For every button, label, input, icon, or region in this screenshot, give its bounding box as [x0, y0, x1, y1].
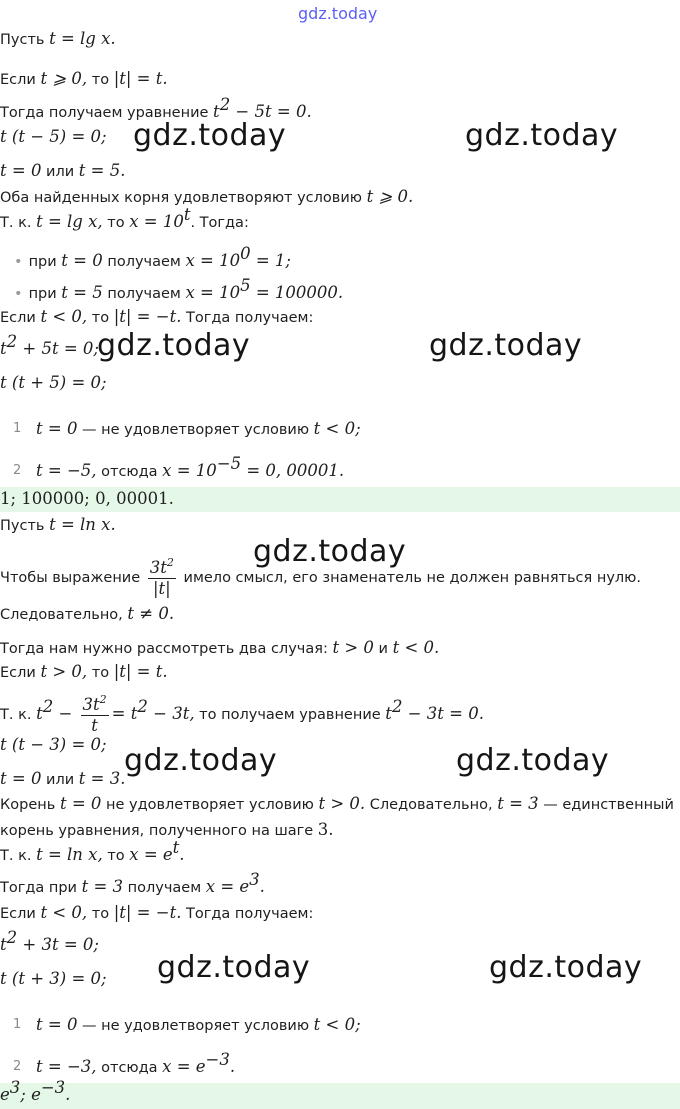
bullet-dot-icon: • — [14, 286, 23, 302]
p2-step-number-2: 2 — [13, 1059, 22, 1074]
math: t = 0 — [36, 1015, 78, 1034]
watermark: gdz.today — [429, 328, 583, 363]
text: Т. к. — [0, 707, 37, 723]
text: Тогда получаем: — [181, 906, 314, 922]
text: Тогда при — [0, 880, 82, 896]
text: Если — [0, 72, 41, 88]
math: t ⩾ 0. — [366, 187, 414, 206]
text: . Тогда: — [190, 215, 249, 231]
math: x = 10 — [162, 461, 217, 480]
math: t — [0, 935, 7, 954]
text: получаем — [102, 254, 186, 270]
watermark: gdz.today — [253, 534, 407, 569]
math: |t| = −t. — [113, 307, 182, 326]
math: t = 3 — [497, 794, 539, 813]
math: |t| = t. — [113, 69, 168, 88]
math: − — [53, 704, 78, 723]
frac-num: 3t — [82, 694, 100, 714]
math: + 5t = 0; — [17, 339, 99, 358]
text: Чтобы выражение — [0, 570, 145, 586]
p1-line-if-positive — [0, 68, 168, 91]
watermark: gdz.today — [489, 950, 643, 985]
math: = 1; — [250, 251, 291, 270]
p1-line-let — [0, 28, 116, 51]
math: t — [385, 704, 392, 723]
p2-answer-bar — [0, 1083, 680, 1109]
fraction — [81, 692, 109, 736]
text: Если — [0, 906, 41, 922]
math: t = lg x. — [49, 29, 116, 48]
watermark: gdz.today — [97, 328, 251, 363]
text: Следовательно, — [0, 607, 128, 623]
sup: 5 — [240, 276, 251, 295]
math: − 3t = 0. — [402, 704, 484, 723]
fraction — [148, 555, 176, 599]
text: Тогда получаем уравнение — [0, 105, 214, 121]
math: t < 0; — [313, 419, 361, 438]
text: Пусть — [0, 32, 50, 48]
watermark: gdz.today — [124, 743, 278, 778]
math: t ≠ 0. — [127, 604, 175, 623]
math: t = ln x. — [49, 515, 116, 534]
math: t (t − 3) = 0; — [0, 735, 107, 754]
frac-num: 3t — [149, 557, 167, 577]
math: x = e — [129, 845, 173, 864]
math: t = 0 — [0, 769, 42, 788]
math: . — [229, 1057, 236, 1076]
text: Корень — [0, 797, 60, 813]
sup: t — [172, 838, 180, 857]
text: Следовательно, — [365, 797, 498, 813]
p1-line-if-negative — [0, 306, 313, 329]
sup: 2 — [391, 697, 403, 716]
math: t (t + 5) = 0; — [0, 373, 107, 392]
p1-line-roots — [0, 160, 126, 183]
math: = t — [111, 704, 138, 723]
math: t = 0 — [36, 419, 78, 438]
text: Если — [0, 665, 41, 681]
text: получаем — [123, 880, 206, 896]
text: или — [41, 164, 79, 180]
p1-step-number-1: 1 — [13, 421, 22, 436]
math: e — [0, 1085, 10, 1104]
p1-line-factor — [0, 126, 107, 149]
math: t = 0 — [59, 794, 102, 813]
sup: t — [183, 205, 191, 224]
sup: −3 — [205, 1050, 230, 1069]
text: то получаем уравнение — [194, 707, 386, 723]
p2-answer — [0, 1078, 71, 1107]
watermark: gdz.today — [157, 950, 311, 985]
math: x = 10 — [129, 212, 184, 231]
sup: 2 — [99, 692, 107, 706]
math: |t| = t. — [113, 662, 168, 681]
text: Оба найденных корня удовлетворяют условию — [0, 190, 367, 206]
p1-line-since — [0, 205, 249, 234]
watermark: gdz.today — [456, 743, 610, 778]
math: . — [259, 877, 265, 896]
math: t = 5. — [78, 161, 126, 180]
sup: 2 — [42, 697, 54, 716]
text: то — [87, 72, 114, 88]
text: получаем — [102, 286, 186, 302]
text: имело смысл, его знаменатель не должен равняться нулю. — [178, 570, 642, 586]
p2-line-let — [0, 514, 116, 537]
math: x = e — [205, 877, 250, 896]
math: t = 0 — [61, 251, 103, 270]
text: при — [28, 254, 62, 270]
p2-step-1 — [36, 1014, 361, 1037]
sup: 2 — [6, 332, 18, 351]
math: t = −3, — [36, 1057, 97, 1076]
math: x = 10 — [185, 283, 241, 302]
text: или — [41, 772, 79, 788]
math: t (t + 3) = 0; — [0, 969, 107, 988]
math: t = −5, — [36, 461, 97, 480]
sup: 0 — [240, 244, 251, 263]
math: t — [0, 339, 7, 358]
math: t < 0; — [313, 1015, 361, 1034]
text: Пусть — [0, 518, 50, 534]
sup: 2 — [219, 95, 231, 114]
math: t > 0 — [332, 638, 374, 657]
sup: −5 — [216, 454, 242, 473]
p2-line-eq2 — [0, 928, 99, 957]
text: то — [102, 215, 130, 231]
p2-line-factor2 — [0, 968, 107, 991]
math: t = ln x, — [36, 845, 103, 864]
frac-den: t — [81, 715, 109, 736]
text: то — [87, 665, 114, 681]
math: t ⩾ 0, — [40, 69, 88, 88]
p2-line-factor — [0, 734, 107, 757]
p1-line-factor2 — [0, 372, 107, 395]
p2-line-therefore — [0, 603, 174, 626]
sup: 3 — [249, 870, 260, 889]
text: Т. к. — [0, 848, 37, 864]
math: ; e — [20, 1085, 41, 1104]
p2-line-root-check — [0, 793, 674, 816]
sup: 3 — [9, 1078, 21, 1097]
math: 3. — [317, 820, 334, 839]
p1-step-1 — [36, 418, 361, 441]
text: отсюда — [96, 1060, 163, 1076]
math: t = 3 — [81, 877, 124, 896]
math: t < 0, — [40, 307, 88, 326]
p2-line-step-ref — [0, 819, 334, 842]
text: корень уравнения, полученного на шаге — [0, 823, 318, 839]
p2-line-roots — [0, 768, 126, 791]
site-header[interactable]: gdz.today — [298, 4, 378, 23]
text: отсюда — [96, 464, 163, 480]
math: |t| = −t. — [113, 903, 182, 922]
sup: 2 — [6, 928, 18, 947]
text: не удовлетворяет условию — [101, 797, 319, 813]
p2-line-cases — [0, 637, 439, 660]
sup: −3 — [40, 1078, 66, 1097]
math: t < 0, — [40, 903, 88, 922]
text: то — [87, 906, 114, 922]
math: − 5t = 0. — [230, 102, 312, 121]
math: = 0, 00001. — [241, 461, 345, 480]
math: t (t − 5) = 0; — [0, 127, 107, 146]
p2-step-number-1: 1 — [13, 1017, 22, 1032]
math: t > 0. — [318, 794, 366, 813]
math: − 3t, — [147, 704, 195, 723]
math: . — [65, 1085, 71, 1104]
p1-step-2 — [36, 454, 345, 483]
p2-line-since-ln — [0, 838, 185, 867]
watermark: gdz.today — [465, 118, 619, 153]
math: t < 0. — [392, 638, 440, 657]
text: — единственный — [538, 797, 674, 813]
math: t = 0 — [0, 161, 42, 180]
math: t = 3. — [78, 769, 126, 788]
text: — не удовлетворяет условию — [77, 1018, 314, 1034]
math: t = 5 — [61, 283, 103, 302]
p2-line-then — [0, 870, 265, 899]
text: — не удовлетворяет условию — [77, 422, 314, 438]
text: то — [102, 848, 130, 864]
math: t > 0, — [40, 662, 88, 681]
p2-line-if-positive — [0, 661, 168, 684]
text: и — [373, 641, 393, 657]
bullet-dot-icon: • — [14, 254, 23, 270]
text: Тогда нам нужно рассмотреть два случая: — [0, 641, 333, 657]
p2-line-since — [0, 692, 484, 737]
text: Т. к. — [0, 215, 37, 231]
watermark: gdz.today — [133, 118, 287, 153]
p1-bullet-1 — [14, 244, 291, 273]
p1-line-both-roots — [0, 186, 413, 209]
math: x = 10 — [185, 251, 241, 270]
math: . — [179, 845, 185, 864]
sup: 2 — [166, 555, 174, 569]
text: Тогда получаем: — [181, 310, 314, 326]
math: + 3t = 0; — [17, 935, 99, 954]
sup: 2 — [137, 697, 148, 716]
frac-den: |t| — [148, 578, 176, 599]
p2-step-2 — [36, 1050, 236, 1079]
text: Если — [0, 310, 41, 326]
text: то — [87, 310, 114, 326]
p1-bullet-2 — [14, 276, 344, 305]
p2-line-if-negative — [0, 902, 313, 925]
p1-step-number-2: 2 — [13, 463, 22, 478]
p1-answer: 1; 100000; 0, 00001. — [0, 489, 174, 508]
math: x = e — [162, 1057, 206, 1076]
p1-line-eq2 — [0, 332, 99, 361]
math: t = lg x, — [36, 212, 103, 231]
math: t — [36, 704, 43, 723]
text: при — [28, 286, 62, 302]
math: t — [213, 102, 220, 121]
math: = 100000. — [250, 283, 344, 302]
